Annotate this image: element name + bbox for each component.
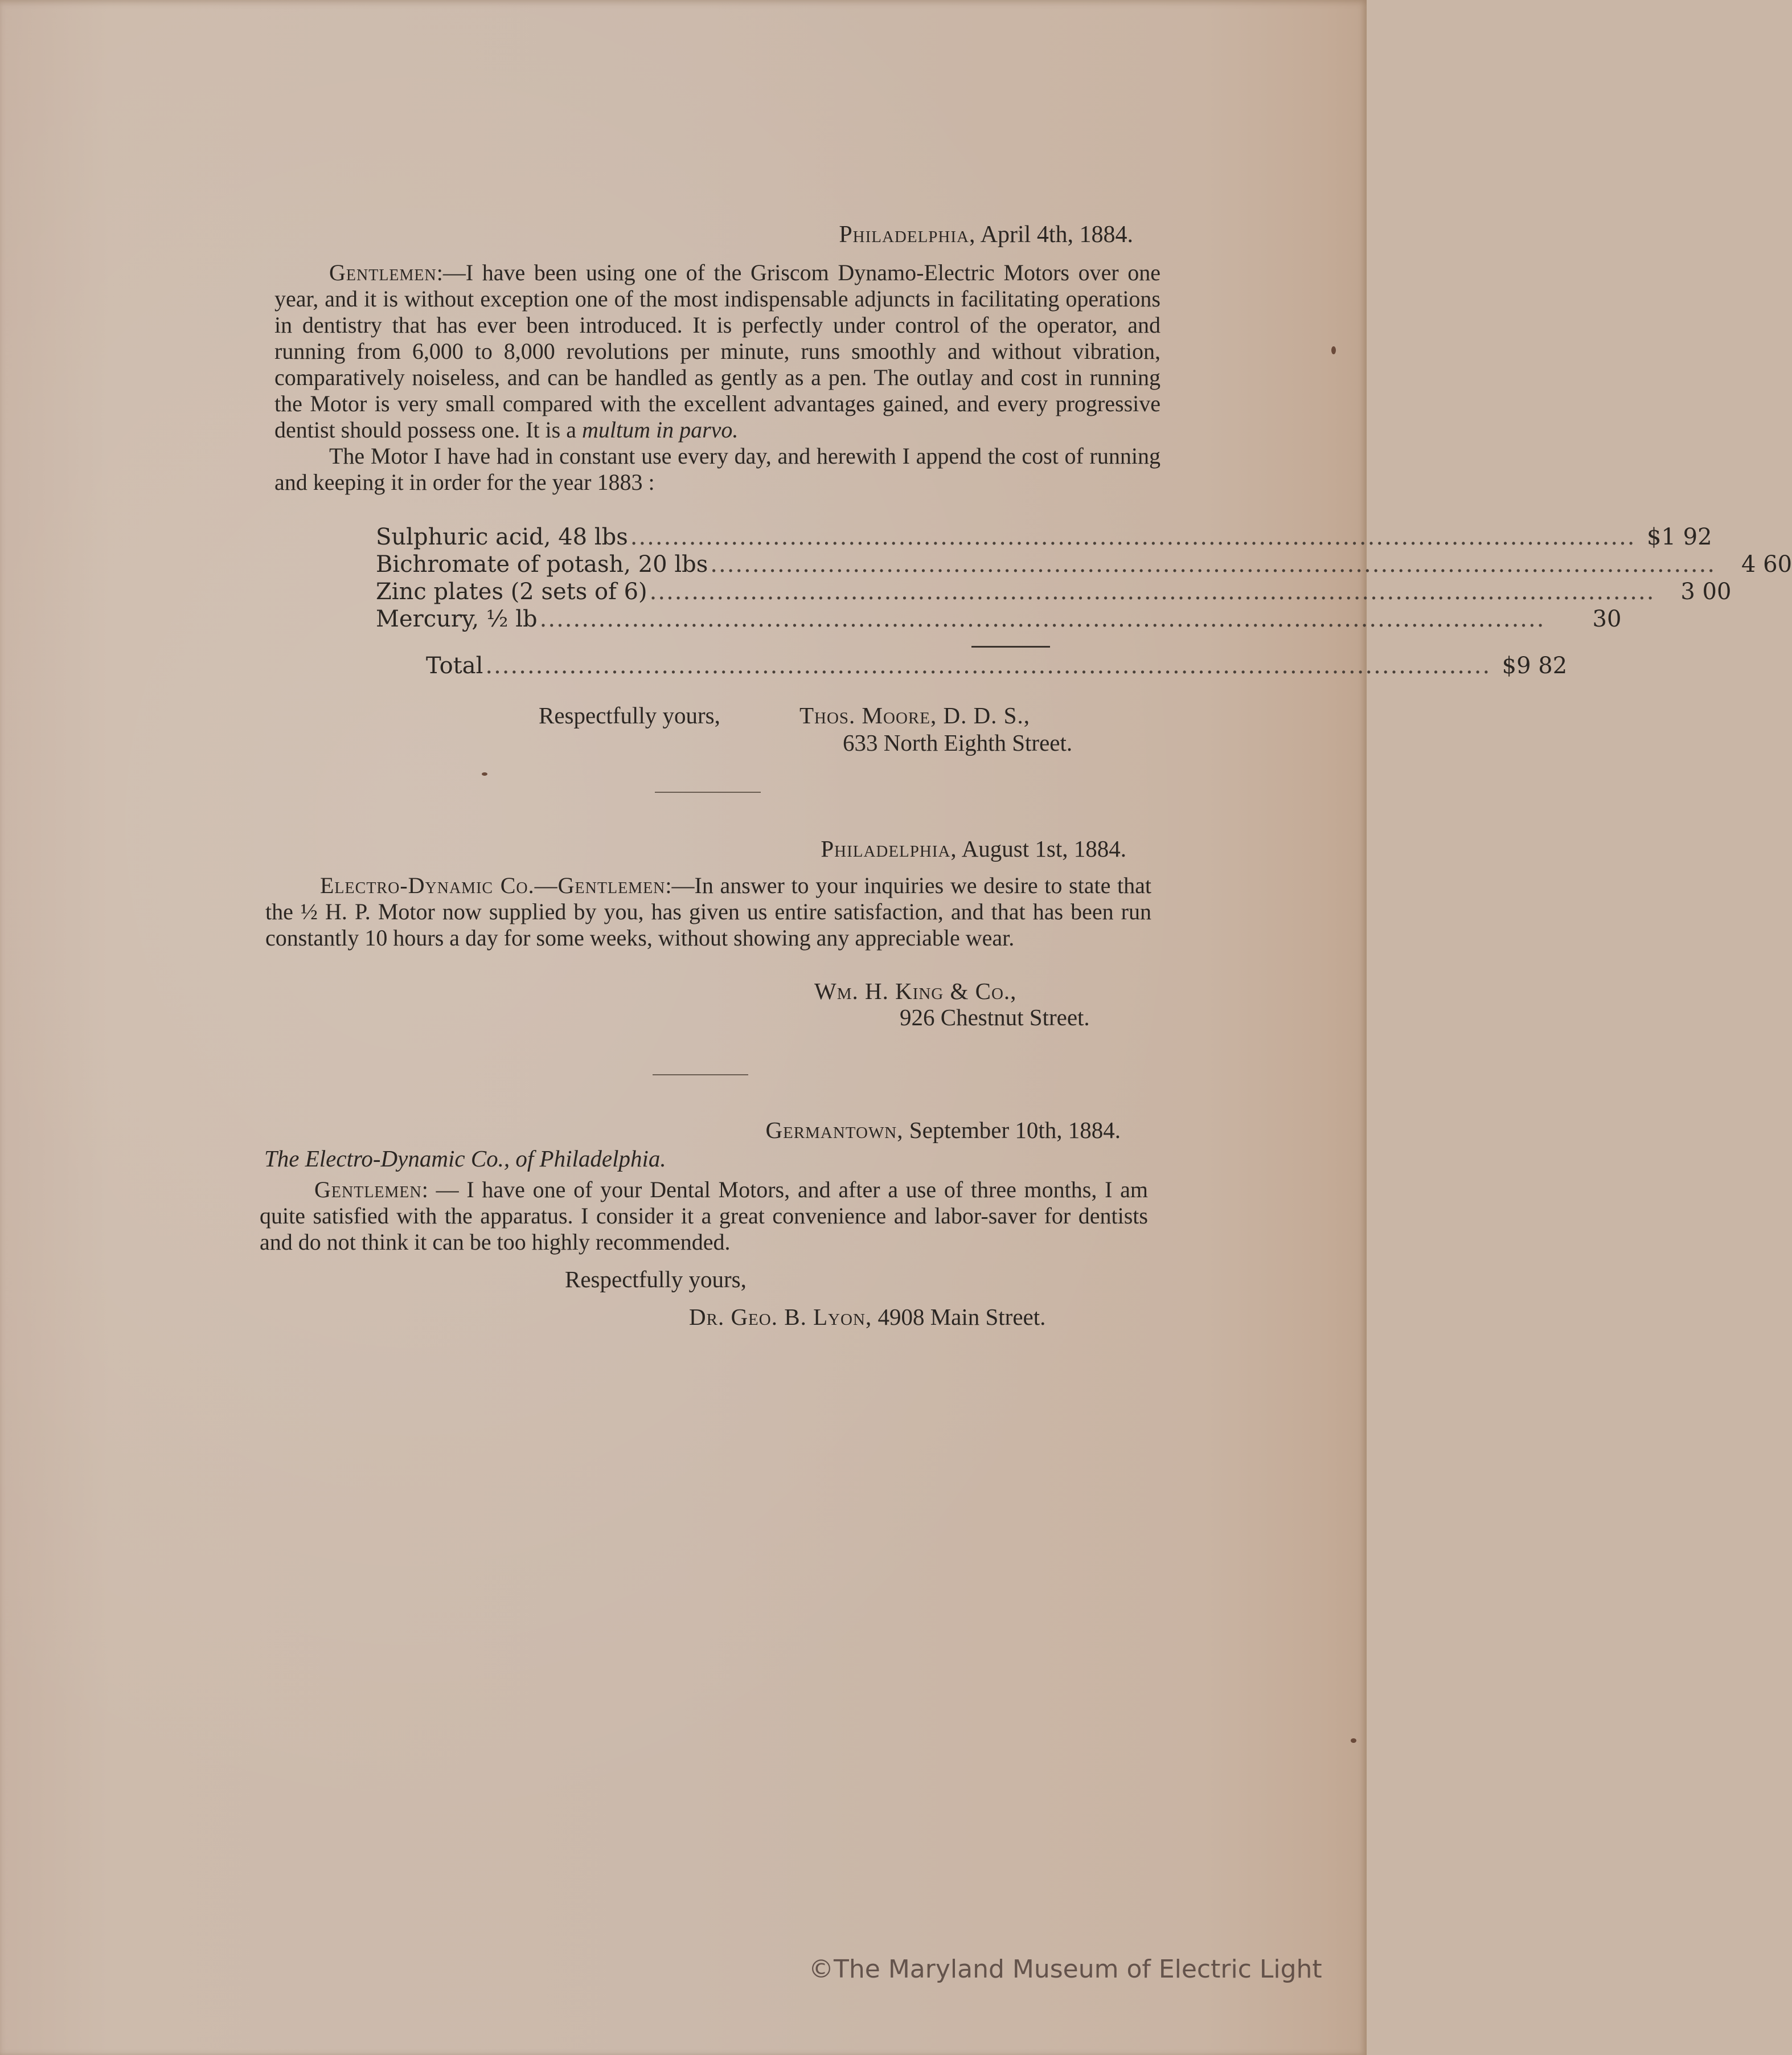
letter2-date: August 1st, 1884. bbox=[961, 836, 1126, 862]
section-divider bbox=[655, 792, 761, 793]
letter2-dateline bbox=[821, 835, 1126, 862]
letter2-salutation: —Gentlemen bbox=[534, 873, 666, 898]
cost-amount: $1 92 bbox=[1647, 524, 1712, 550]
letter2-body bbox=[265, 873, 1151, 951]
letter3-address: 4908 Main Street. bbox=[877, 1304, 1046, 1330]
letter3-closing: Respectfully yours, bbox=[565, 1266, 747, 1292]
letter3-signature-line bbox=[689, 1303, 1045, 1331]
paper-speck bbox=[1351, 1738, 1356, 1743]
letter1-latin-phrase: multum in parvo. bbox=[581, 417, 739, 443]
letter1-dateline bbox=[839, 221, 1133, 248]
cost-amount: 30 bbox=[1592, 606, 1622, 632]
letter3-salutation: Gentlemen bbox=[314, 1177, 422, 1202]
leader-dots: ........................................................................................................................ bbox=[710, 551, 1716, 578]
letter1-address: 633 North Eighth Street. bbox=[843, 730, 1073, 756]
total-rule bbox=[971, 646, 1050, 648]
leader-dots: ........................................................................................................................ bbox=[539, 606, 1545, 632]
section-divider bbox=[653, 1074, 748, 1075]
paper-speck bbox=[482, 772, 487, 776]
letter1-para2: The Motor I have had in constant use every day, and herewith I append the cost of running and keeping it in order for the year 1883 : bbox=[274, 443, 1161, 495]
cost-row bbox=[376, 551, 1792, 579]
cost-amount: 3 00 bbox=[1680, 579, 1732, 605]
letter1-signer: Thos. Moore, D. D. S., bbox=[799, 702, 1030, 728]
letter3-signer: Dr. Geo. B. Lyon, bbox=[689, 1304, 872, 1330]
letter2-addressee: Electro-Dynamic Co. bbox=[320, 873, 535, 898]
letter1-closing: Respectfully yours, bbox=[539, 702, 720, 728]
letter2-address: 926 Chestnut Street. bbox=[900, 1004, 1090, 1030]
leader-dots: ........................................................................................................................ bbox=[630, 524, 1636, 550]
cost-amount: 4 60 bbox=[1741, 551, 1792, 578]
letter1-place: Philadelphia, bbox=[839, 222, 976, 248]
letter1-body bbox=[274, 260, 1161, 496]
cost-label: Sulphuric acid, 48 lbs bbox=[376, 524, 628, 550]
cost-label: Mercury, ½ lb bbox=[376, 606, 538, 632]
total-row bbox=[426, 653, 1568, 680]
cost-row bbox=[376, 579, 1732, 606]
leader-dots: ........................................................................................................................ bbox=[649, 579, 1655, 605]
letter2-place: Philadelphia, bbox=[821, 836, 957, 862]
cost-row bbox=[376, 524, 1712, 551]
letter2-text: :—In answer to your inquiries we desire to state that the ½ H. P. Motor now supplied by you, has given us entire satisfaction, and that has been run constantly 10 hours a day for some weeks, without showing any appreciable wear. bbox=[265, 873, 1152, 951]
paper-speck bbox=[1331, 346, 1336, 354]
letter3-dateline bbox=[765, 1116, 1121, 1144]
leader-dots: ........................................................................................................................ bbox=[485, 653, 1491, 679]
letter1-para1: :—I have been using one of the Griscom Dynamo-Electric Motors over one year, and it is without exception one of the most indispensable adjuncts in facilitating operations in dentistry that has ever been introduced. It is perfectly under control of the operator, and running from 6,000 to 8,000 revolutions per minute, runs smoothly and without vibration, comparatively noiseless, and can be handled as gently as a pen. The outlay and cost in running the Motor is very small compared with the excellent advantages gained, and every progressive dentist should possess one. It is a bbox=[274, 260, 1161, 443]
cost-row bbox=[376, 606, 1622, 633]
letter3-place: Germantown, bbox=[765, 1117, 904, 1143]
cost-label: Bichromate of potash, 20 lbs bbox=[376, 551, 708, 578]
letter3-date: September 10th, 1884. bbox=[909, 1117, 1121, 1143]
letter3-text: : — I have one of your Dental Motors, and after a use of three months, I am quite satisfied with the apparatus. I consider it a great convenience and labor-saver for dentists and do not think it can be too highly recommended. bbox=[260, 1177, 1148, 1255]
letter1-date: April 4th, 1884. bbox=[980, 222, 1133, 248]
copyright-watermark: ©The Maryland Museum of Electric Light bbox=[809, 1955, 1322, 1984]
total-label: Total bbox=[426, 653, 483, 679]
total-amount: $9 82 bbox=[1502, 653, 1568, 679]
letter3-addressee: The Electro-Dynamic Co., of Philadelphia. bbox=[264, 1145, 666, 1172]
letter1-salutation: Gentlemen bbox=[329, 260, 437, 285]
cost-label: Zinc plates (2 sets of 6) bbox=[376, 579, 647, 605]
letter3-body bbox=[260, 1177, 1148, 1255]
letter2-signer: Wm. H. King & Co., bbox=[814, 978, 1017, 1004]
